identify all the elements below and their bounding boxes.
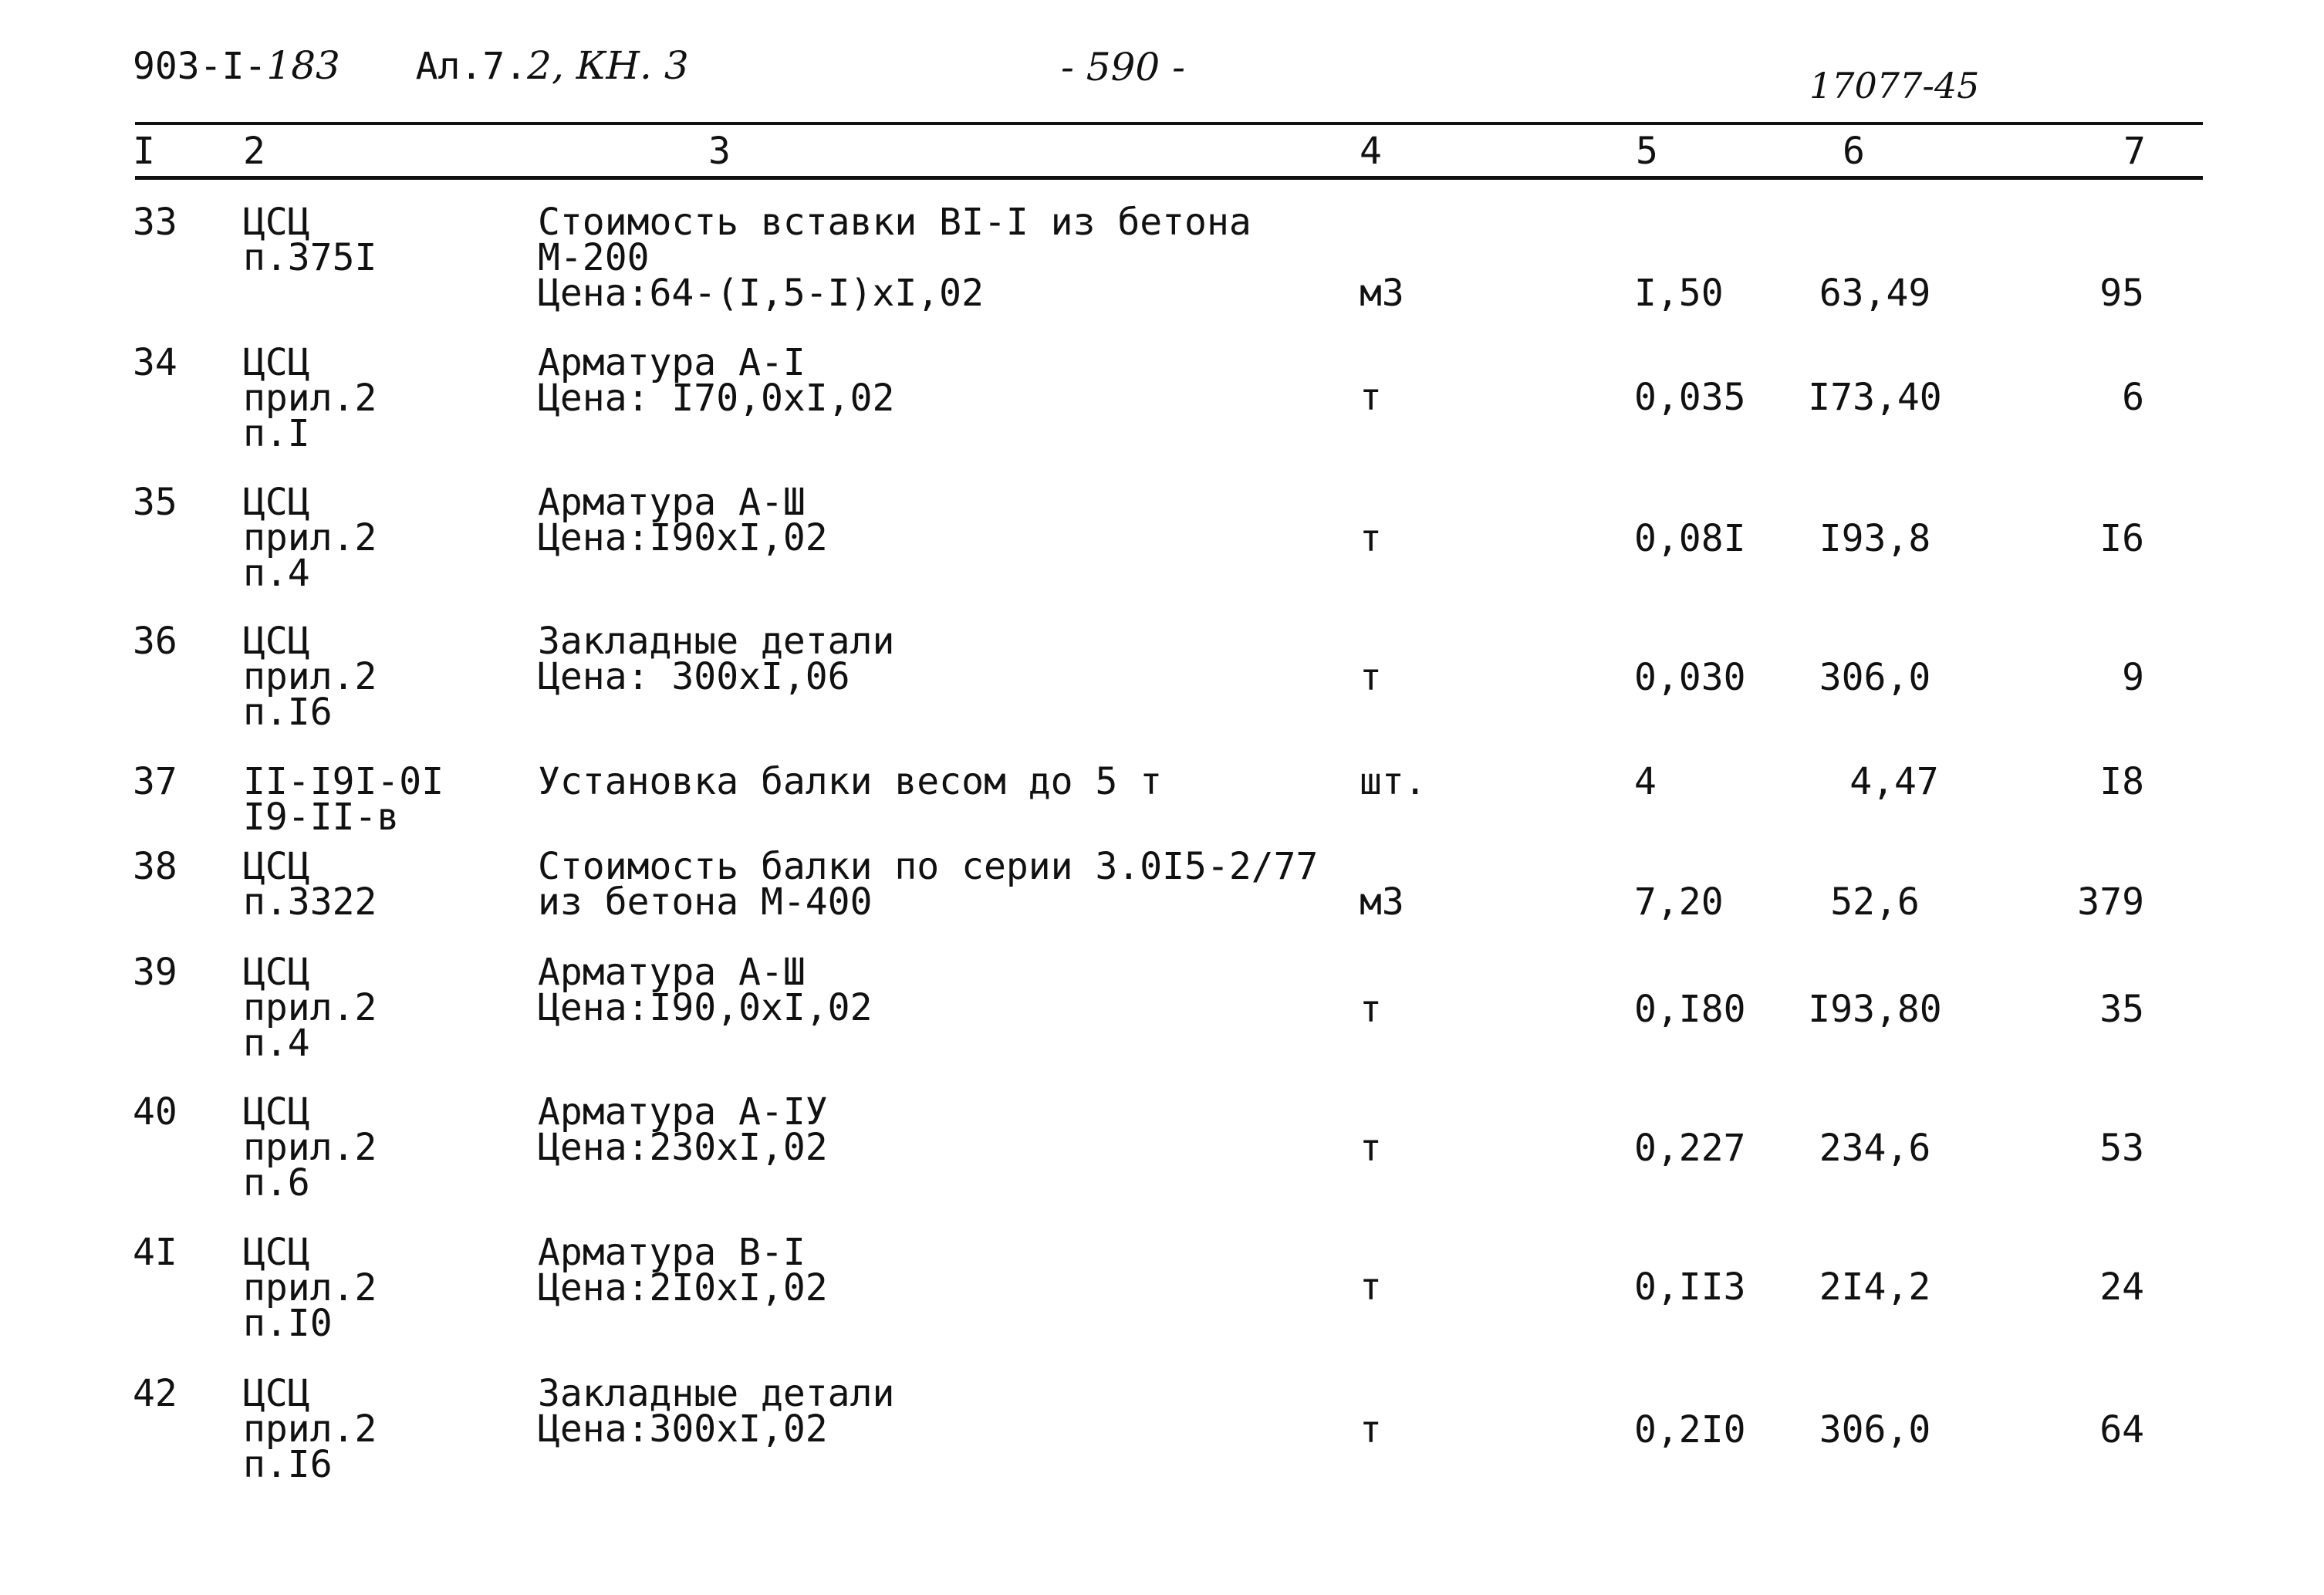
row-unit: т — [1360, 1408, 1382, 1451]
row-price: I93,8 — [1819, 517, 1931, 560]
row-quantity: 4 — [1634, 760, 1657, 803]
row-unit: т — [1360, 376, 1382, 419]
column-header-4: 4 — [1360, 130, 1382, 173]
row-total: 379 — [2077, 880, 2144, 924]
row-number: 42 — [133, 1372, 177, 1415]
row-unit: м3 — [1360, 880, 1404, 924]
album-handwritten: 2, КН. 3 — [527, 43, 689, 88]
row-code: ЦСЦ п.375I — [243, 201, 377, 279]
row-unit: шт. — [1360, 760, 1427, 803]
row-number: 4I — [133, 1231, 177, 1274]
row-quantity: 0,227 — [1634, 1127, 1746, 1170]
row-number: 37 — [133, 760, 177, 803]
row-number: 33 — [133, 201, 177, 244]
row-total: 95 — [2099, 272, 2144, 315]
album-label: Ал.7. — [415, 45, 528, 88]
row-description: Арматура В-I Цена:2I0xI,02 — [538, 1231, 828, 1309]
row-total: 53 — [2099, 1127, 2144, 1170]
row-price: 52,6 — [1830, 880, 1920, 924]
document-code — [133, 43, 689, 88]
row-code: ЦСЦ прил.2 п.4 — [243, 951, 377, 1065]
row-price: I73,40 — [1808, 376, 1942, 419]
row-number: 35 — [133, 481, 177, 524]
column-header-7: 7 — [2123, 130, 2146, 173]
row-quantity: 0,030 — [1634, 656, 1746, 699]
row-quantity: I,50 — [1634, 272, 1724, 315]
row-price: 2I4,2 — [1819, 1266, 1931, 1309]
page-number: - 590 - — [1061, 45, 1186, 90]
row-description: Закладные детали Цена:300xI,02 — [538, 1372, 895, 1451]
row-quantity: 7,20 — [1634, 880, 1724, 924]
table-header-rule — [135, 176, 2203, 180]
row-unit: т — [1360, 517, 1382, 560]
row-code: ЦСЦ прил.2 п.I — [243, 341, 377, 455]
row-unit: т — [1360, 1266, 1382, 1309]
row-description: Арматура А-I Цена: I70,0xI,02 — [538, 341, 895, 420]
row-code: ЦСЦ прил.2 п.I0 — [243, 1231, 377, 1345]
row-code: ЦСЦ п.3322 — [243, 845, 377, 924]
column-header-1: I — [133, 130, 155, 173]
row-quantity: 0,I80 — [1634, 988, 1746, 1031]
row-price: I93,80 — [1808, 988, 1942, 1031]
row-quantity: 0,035 — [1634, 376, 1746, 419]
row-code: ЦСЦ прил.2 п.I6 — [243, 1372, 377, 1486]
column-header-2: 2 — [243, 130, 265, 173]
row-price: 63,49 — [1819, 272, 1931, 315]
row-price: 234,6 — [1819, 1127, 1931, 1170]
row-price: 306,0 — [1819, 1408, 1931, 1451]
row-number: 40 — [133, 1090, 177, 1134]
row-number: 39 — [133, 951, 177, 994]
document-code-typed: 903-I- — [133, 45, 267, 88]
row-total: 9 — [2122, 656, 2144, 699]
column-header-5: 5 — [1636, 130, 1658, 173]
row-total: 6 — [2122, 376, 2144, 419]
row-number: 34 — [133, 341, 177, 384]
table-top-rule — [135, 122, 2203, 125]
row-description: Стоимость вставки BI-I из бетона М-200 Цена:64-(I,5-I)xI,02 — [538, 201, 1252, 315]
row-quantity: 0,2I0 — [1634, 1408, 1746, 1451]
row-number: 36 — [133, 620, 177, 663]
row-description: Арматура А-Ш Цена:I90xI,02 — [538, 481, 828, 559]
row-code: ЦСЦ прил.2 п.4 — [243, 481, 377, 595]
row-description: Стоимость балки по серии 3.0I5-2/77 из бетона М-400 — [538, 845, 1319, 924]
row-number: 38 — [133, 845, 177, 888]
document-code-handwritten: 183 — [266, 43, 340, 88]
reference-number: 17077-45 — [1809, 65, 1980, 106]
row-quantity: 0,II3 — [1634, 1266, 1746, 1309]
row-price: 4,47 — [1849, 760, 1939, 803]
row-quantity: 0,08I — [1634, 517, 1746, 560]
row-code: II-I9I-0I I9-II-в — [243, 760, 444, 839]
row-total: I8 — [2099, 760, 2144, 803]
row-description: Арматура А-IУ Цена:230xI,02 — [538, 1090, 828, 1169]
row-unit: м3 — [1360, 272, 1404, 315]
column-header-3: 3 — [708, 130, 731, 173]
row-code: ЦСЦ прил.2 п.6 — [243, 1090, 377, 1205]
row-price: 306,0 — [1819, 656, 1931, 699]
column-header-6: 6 — [1843, 130, 1865, 173]
row-description: Установка балки весом до 5 т — [538, 760, 1163, 803]
row-code: ЦСЦ прил.2 п.I6 — [243, 620, 377, 734]
row-unit: т — [1360, 656, 1382, 699]
row-description: Арматура А-Ш Цена:I90,0xI,02 — [538, 951, 873, 1029]
row-unit: т — [1360, 1127, 1382, 1170]
row-unit: т — [1360, 988, 1382, 1031]
row-total: 64 — [2099, 1408, 2144, 1451]
row-total: 24 — [2099, 1266, 2144, 1309]
row-total: 35 — [2099, 988, 2144, 1031]
row-description: Закладные детали Цена: 300xI,06 — [538, 620, 895, 698]
row-total: I6 — [2099, 517, 2144, 560]
